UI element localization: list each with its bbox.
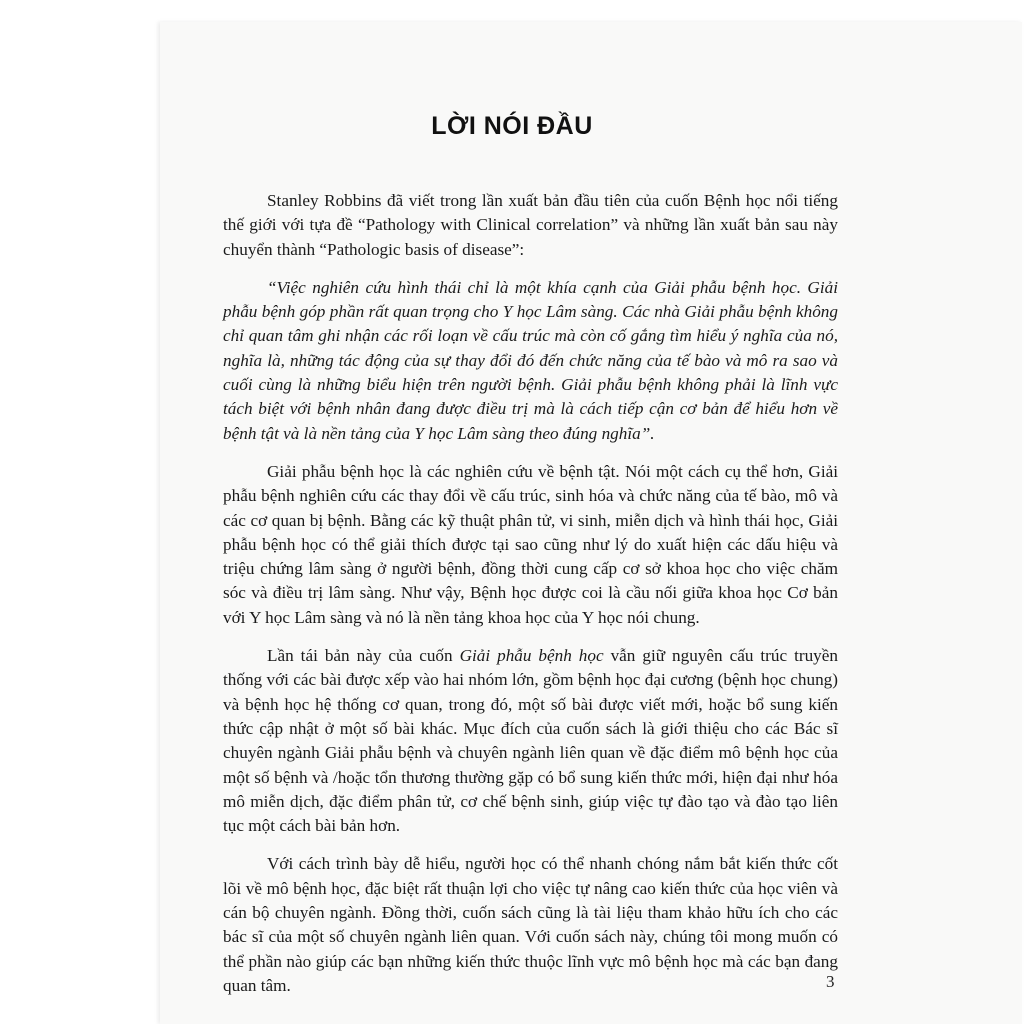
paragraph-edition-post: vẫn giữ nguyên cấu trúc truyền thống với các bài được xếp vào hai nhóm lớn, gồm bệnh học đại cương (bệnh học chung) và bệnh học hệ thống cơ quan, trong đó, một số bài được viết mới, hoặc bổ sung kiến thức cập nhật ở một số bài khác. Mục đích của cuốn sách là giới thiệu cho các Bác sĩ chuyên ngành Giải phẫu bệnh và chuyên ngành liên quan về đặc điểm mô bệnh học của một số bệnh và /hoặc tổn thương thường gặp có bổ sung kiến thức mới, hiện đại như hóa mô miễn dịch, đặc điểm phân tử, cơ chế bệnh sinh, giúp việc tự đào tạo và đào tạo liên tục một cách bài bản hơn. <box>223 646 838 836</box>
page-number: 3 <box>826 972 835 991</box>
page-title: LỜI NÓI ĐẦU <box>431 112 593 140</box>
paragraph-purpose: Với cách trình bày dễ hiểu, người học có thể nhanh chóng nắm bắt kiến thức cốt lõi về mô bệnh học, đặc biệt rất thuận lợi cho việc tự nâng cao kiến thức của học viên và cán bộ chuyên ngành. Đồng thời, cuốn sách cũng là tài liệu tham khảo hữu ích cho các bác sĩ của một số chuyên ngành liên quan. Với cuốn sách này, chúng tôi mong muốn có thể phần nào giúp các bạn những kiến thức thuộc lĩnh vực mô bệnh học mà các bạn đang quan tâm. <box>223 854 838 995</box>
book-title: Giải phẫu bệnh học <box>459 646 604 666</box>
paragraph-edition-pre: Lần tái bản này của cuốn <box>267 646 460 666</box>
paragraph-quote: “Việc nghiên cứu hình thái chỉ là một khía cạnh của Giải phẫu bệnh học. Giải phẫu bệnh góp phần rất quan trọng cho Y học Lâm sàng. Các nhà Giải phẫu bệnh không chỉ quan tâm ghi nhận các rối loạn về cấu trúc mà còn cố gắng tìm hiểu ý nghĩa của nó, nghĩa là, những tác động của sự thay đổi đó đến chức năng của tế bào và mô ra sao và cuối cùng là những biểu hiện trên người bệnh. Giải phẫu bệnh không phải là lĩnh vực tách biệt với bệnh nhân đang được điều trị mà là cách tiếp cận cơ bản để hiểu hơn về bệnh tật và là nền tảng của Y học Lâm sàng theo đúng nghĩa”. <box>223 277 838 443</box>
paragraph-intro: Stanley Robbins đã viết trong lần xuất bản đầu tiên của cuốn Bệnh học nổi tiếng thế giới với tựa đề “Pathology with Clinical correlation” và những lần xuất bản sau này chuyển thành “Pathologic basis of disease”: <box>223 191 838 259</box>
paragraph-edition <box>223 644 838 838</box>
paragraph-definition: Giải phẫu bệnh học là các nghiên cứu về bệnh tật. Nói một cách cụ thể hơn, Giải phẫu bệnh nghiên cứu các thay đổi về cấu trúc, sinh hóa và chức năng của tế bào, mô và các cơ quan bị bệnh. Bằng các kỹ thuật phân tử, vi sinh, miễn dịch và hình thái học, Giải phẫu bệnh học có thể giải thích được tại sao cũng như lý do xuất hiện các dấu hiệu và triệu chứng lâm sàng ở người bệnh, đồng thời cung cấp cơ sở khoa học cho việc chăm sóc và điều trị lâm sàng. Như vậy, Bệnh học được coi là cầu nối giữa khoa học Cơ bản với Y học Lâm sàng và nó là nền tảng khoa học của Y học nói chung. <box>223 461 838 627</box>
body-text <box>223 189 838 1012</box>
